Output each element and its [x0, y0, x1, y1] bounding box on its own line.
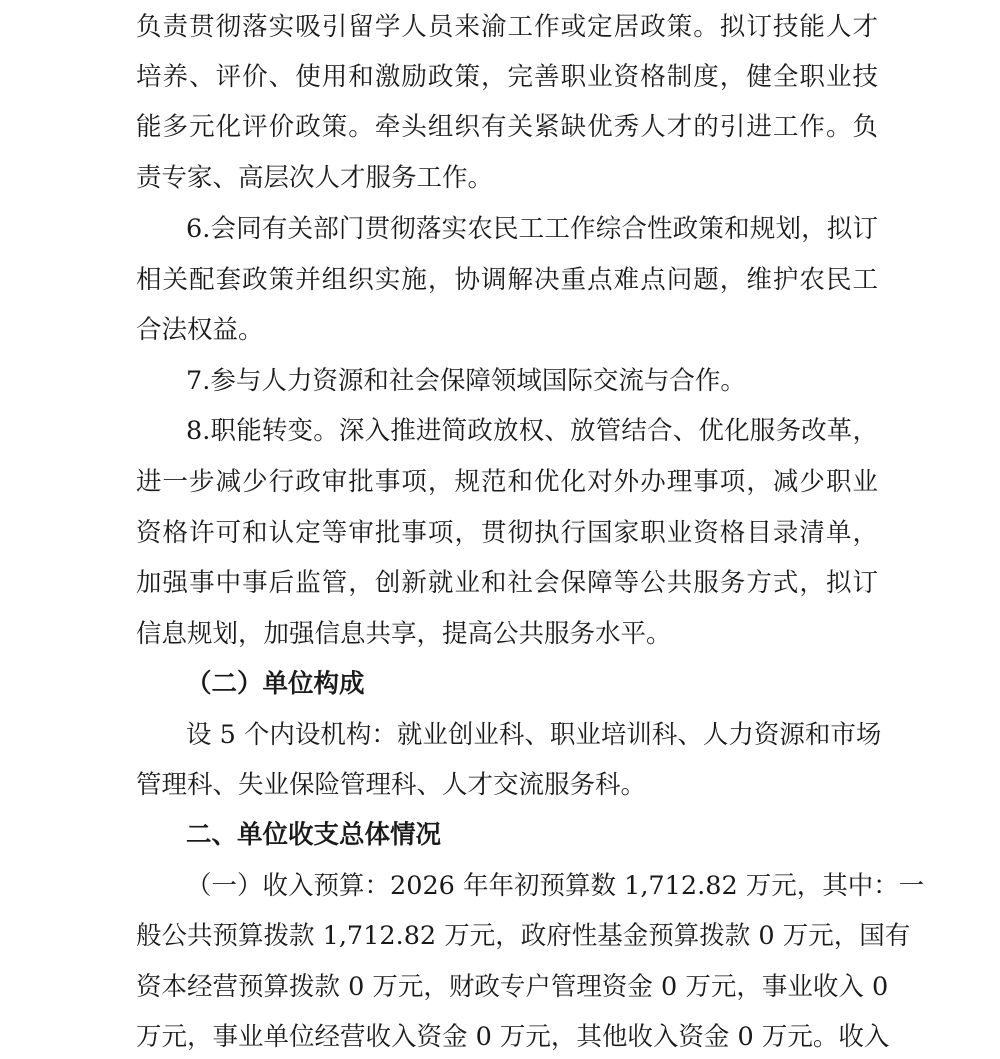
- income-budget-line-3: 资本经营预算拨款 0 万元，财政专户管理资金 0 万元，事业收入 0: [136, 972, 889, 1002]
- text-line-2: 培养、评价、使用和激励政策，完善职业资格制度，健全职业技: [136, 62, 878, 92]
- text-line-1: 负责贯彻落实吸引留学人员来渝工作或定居政策。拟订技能人才: [136, 12, 878, 42]
- item-6-line-3: 合法权益。: [136, 315, 264, 345]
- unit-composition-line-2: 管理科、失业保险管理科、人才交流服务科。: [136, 770, 647, 800]
- unit-composition-line-1: 设 5 个内设机构：就业创业科、职业培训科、人力资源和市场: [186, 720, 882, 750]
- section-heading-unit-composition: （二）单位构成: [186, 669, 365, 699]
- text-line-3: 能多元化评价政策。牵头组织有关紧缺优秀人才的引进工作。负: [136, 112, 878, 142]
- item-8-line-3: 资格许可和认定等审批事项，贯彻执行国家职业资格目录清单，: [136, 518, 878, 548]
- item-6-line-2: 相关配套政策并组织实施，协调解决重点难点问题，维护农民工: [136, 265, 878, 295]
- item-8-line-2: 进一步减少行政审批事项，规范和优化对外办理事项，减少职业: [136, 467, 878, 497]
- income-budget-line-2: 般公共预算拨款 1,712.82 万元，政府性基金预算拨款 0 万元，国有: [136, 921, 911, 951]
- item-8-line-4: 加强事中事后监管，创新就业和社会保障等公共服务方式，拟订: [136, 568, 878, 598]
- item-7-line: 7.参与人力资源和社会保障领域国际交流与合作。: [186, 366, 746, 396]
- text-line-4: 责专家、高层次人才服务工作。: [136, 163, 494, 193]
- item-8-line-1: 8.职能转变。深入推进简政放权、放管结合、优化服务改革，: [186, 416, 878, 446]
- item-8-line-5: 信息规划，加强信息共享，提高公共服务水平。: [136, 619, 672, 649]
- item-6-line-1: 6.会同有关部门贯彻落实农民工工作综合性政策和规划，拟订: [186, 214, 878, 244]
- income-budget-line-4: 万元，事业单位经营收入资金 0 万元，其他收入资金 0 万元。收入: [136, 1022, 890, 1052]
- income-budget-line-1: （一）收入预算：2026 年年初预算数 1,712.82 万元，其中：一: [186, 871, 925, 901]
- section-heading-income-expense: 二、单位收支总体情况: [186, 820, 442, 850]
